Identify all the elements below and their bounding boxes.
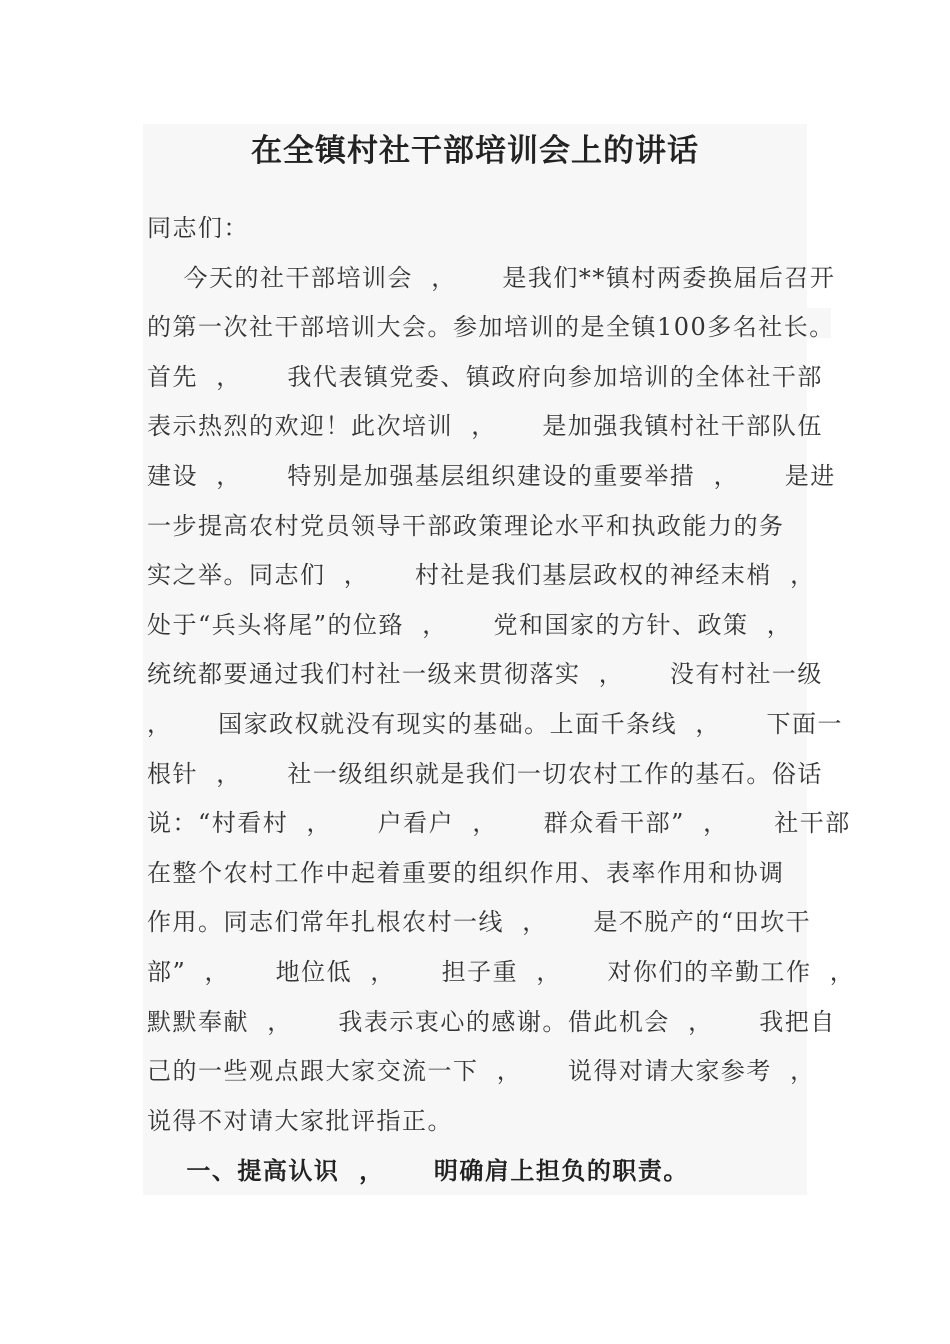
body-line: 部” ， 地位低 ， 担子重 ， 对你们的辛勤工作 ， xyxy=(147,958,856,986)
body-line: 作用。同志们常年扎根农村一线 ， 是不脱产的“田坎干 xyxy=(147,908,812,936)
body-line: 默默奉献 ， 我表示衷心的感谢。借此机会 ， 我把自 xyxy=(147,1008,836,1036)
body-line: 在整个农村工作中起着重要的组织作用、表率作用和协调 xyxy=(147,859,785,887)
body-line: ， 国家政权就没有现实的基础。上面千条线 ， 下面一 xyxy=(147,710,844,738)
body-line: 说得不对请大家批评指正。 xyxy=(147,1107,453,1135)
body-line: 根针 ， 社一级组织就是我们一切农村工作的基石。俗话 xyxy=(147,760,823,788)
body-line: 实之举。同志们 ， 村社是我们基层政权的神经末梢 ， xyxy=(147,561,816,589)
body-line: 表示热烈的欢迎！此次培训 ， 是加强我镇村社干部队伍 xyxy=(147,412,823,440)
body-line: 一步提高农村党员领导干部政策理论水平和执政能力的务 xyxy=(147,512,785,540)
body-line: 的第一次社干部培训大会。参加培训的是全镇100多名社长。 xyxy=(147,313,835,341)
salutation: 同志们： xyxy=(147,214,249,242)
document-title: 在全镇村社干部培训会上的讲话 xyxy=(251,133,699,169)
body-line: 己的一些观点跟大家交流一下 ， 说得对请大家参考 ， xyxy=(147,1057,816,1085)
body-line: 建设 ， 特别是加强基层组织建设的重要举措 ， 是进 xyxy=(147,462,836,490)
body-line: 今天的社干部培训会 ， 是我们**镇村两委换届后召开 xyxy=(147,264,836,292)
body-line: 说：“村看村 ， 户看户 ， 群众看干部” ， 社干部 xyxy=(147,809,851,837)
body-line: 统统都要通过我们村社一级来贯彻落实 ， 没有村社一级 xyxy=(147,660,823,688)
section-heading: 一、提高认识 ， 明确肩上担负的职责。 xyxy=(147,1156,689,1185)
body-line: 首先 ， 我代表镇党委、镇政府向参加培训的全体社干部 xyxy=(147,363,823,391)
body-line: 处于“兵头将尾”的位臵 ， 党和国家的方针、政策 ， xyxy=(147,611,793,639)
